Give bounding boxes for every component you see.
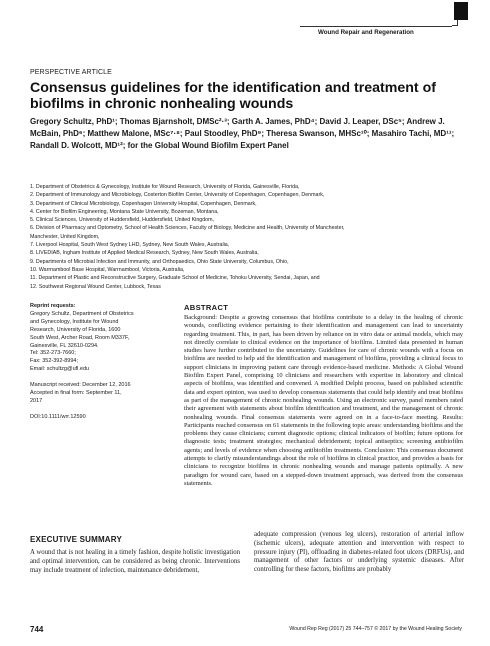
executive-summary-heading: EXECUTIVE SUMMARY <box>30 535 123 544</box>
footer-citation: Wound Rep Reg (2017) 25 744–757 © 2017 by the Wound Healing Society <box>289 626 462 632</box>
reprint-line: Gregory Schultz, Department of Obstetrics <box>30 310 134 317</box>
reprint-info-column <box>30 303 168 422</box>
affiliation-item: 1. Department of Obstetrics & Gynecology, Institute for Wound Research, University of Florida, Gainesville, Florida, <box>30 184 300 190</box>
affiliation-item: 10. Warrnambool Base Hospital, Warrnambool, Victoria, Australia, <box>30 266 185 273</box>
accepted-date: Accepted in final form: September 11, <box>30 389 122 396</box>
spacer <box>30 374 168 382</box>
reprint-line: South West, Archer Road, Room M337F, <box>30 334 130 341</box>
affiliation-item: 12. Southwest Regional Wound Center, Lubbock, Texas <box>30 283 161 290</box>
article-type: PERSPECTIVE ARTICLE <box>30 69 112 76</box>
affiliation-item: 5. Clinical Sciences, University of Huddersfield, Huddersfield, United Kingdom, <box>30 217 215 224</box>
affiliation-list <box>30 183 470 291</box>
reprint-line: Research, University of Florida, 1600 <box>30 326 121 333</box>
page-number: 744 <box>30 625 44 634</box>
abstract-heading: ABSTRACT <box>184 303 229 312</box>
reprint-email[interactable]: Email: schultzg@ufl.edu <box>30 366 90 373</box>
affiliation-item: 8. LIVEDIAB, Ingham Institute of Applied Medical Research, Sydney, New South Wales, Australia, <box>30 250 259 257</box>
header-rule <box>300 26 452 27</box>
executive-summary-text-left: A wound that is not healing in a timely fashion, despite holistic investigation and optimal intervention, can be considered as being chronic. Interventions may include treatment of infection, maintenance debridement, <box>30 549 240 574</box>
affiliation-item: 4. Center for Biofilm Engineering, Montana State University, Bozeman, Montana, <box>30 208 219 215</box>
reprint-heading: Reprint requests: <box>30 303 76 309</box>
affiliation-item: 9. Departments of Microbial Infection and Immunity, and Orthopaedics, Ohio State University, Columbus, Ohio, <box>30 258 289 265</box>
abstract-text: Background: Despite a growing consensus that biofilms contribute to a delay in the healing of chronic wounds, conflicting evidence pertaining to their identification and management can lead to uncertainty regarding treatment. This, in part, has been driven by reliance on in vitro data or animal models, which may not directly correlate to clinical evidence on the importance of biofilms. Limited data presented in human studies have further contributed to the uncertainty. Guidelines for care of chronic wounds with a focus on biofilms are needed to help aid the identification and management of biofilms, providing a clinical focus to support clinicians in improving patient care through evidence-based medicine. Methods: A Global Wound Biofilm Expert Panel, comprising 10 clinicians and researchers with expertise in laboratory and clinical aspects of biofilms, was identified and convened. A modified Delphi process, based on published scientific data and expert opinion, was used to develop consensus statements that could help identify and treat biofilms as part of the management of chronic nonhealing wounds. Using an electronic survey, panel members rated their agreement with statements about biofilm identification and treatment, and the management of chronic nonhealing wounds. Final consensus statements were agreed on in a face-to-face meeting. Results: Participants reached consensus on 61 statements in the following topic areas: understanding biofilms and the problems they cause clinicians; current diagnostic options; clinical indicators of biofilm; future options for diagnostic tests; treatment strategies; mechanical debridement; topical antiseptics; screening antibiofilm agents; and levels of evidence when choosing antibiofilm treatments. Conclusion: This consensus document attempts to clarify misunderstandings about the role of biofilms in clinical practice, and provides a basis for clinicians to recognize biofilms in chronic nonhealing wounds and manage patients optimally. A new paradigm for wound care, based on a stepped-down treatment approach, was derived from the consensus statements. <box>184 314 463 487</box>
header-tab-block <box>454 2 468 20</box>
affiliation-item: 7. Liverpool Hospital, South West Sydney LHD, Sydney, New South Wales, Australia, <box>30 242 230 249</box>
reprint-line: Fax: 352-392-8994; <box>30 358 79 365</box>
reprint-line: Gainesville, FL 32610-0294. <box>30 342 99 349</box>
author-list: Gregory Schultz, PhD¹; Thomas Bjarnsholt, DMSc²·³; Garth A. James, PhD⁴; David J. Leaper, DSc⁵; Andrew J. McBain, PhD⁶; Matthew Malone, MSc⁷·⁸; Paul Stoodley, PhD⁹; Theresa Swanson, MHSc¹⁰; Masahiro Tachi, MD¹¹; Randall D. Wolcott, MD¹²; for the Global Wound Biofilm Expert Panel <box>30 117 455 150</box>
page-footer <box>30 625 462 635</box>
executive-summary-text-right: adequate compression (venous leg ulcers), restoration of arterial inflow (ischemic ulcers), adequate attention and intervention with respect to pressure injury (PI), offloading in diabetes-related foot ulcers (DRFUs), and management of other factors or underlying systemic diseases. After controlling for these factors, biofilms are probably <box>254 531 464 574</box>
affiliation-item: 6. Division of Pharmacy and Optometry, School of Health Sciences, Faculty of Biology, Medicine and Health, University of Manchester, <box>30 225 345 232</box>
affiliation-item: Manchester, United Kingdom, <box>30 233 100 240</box>
doi[interactable]: DOI:10.1111/wrr.12590 <box>30 413 86 420</box>
manuscript-received: Manuscript received: December 12, 2016 <box>30 382 131 389</box>
reprint-line: and Gynecology, Institute for Wound <box>30 318 119 325</box>
accepted-date-year: 2017 <box>30 397 43 404</box>
affiliation-item: 3. Department of Clinical Microbiology, Copenhagen University Hospital, Copenhagen, Denmark, <box>30 200 257 207</box>
reprint-line: Tel: 352-273-7660; <box>30 350 76 357</box>
article-title: Consensus guidelines for the identification and treatment of biofilms in chronic nonhealing wounds <box>30 80 436 112</box>
journal-section-title: Wound Repair and Regeneration <box>318 29 414 36</box>
journal-header <box>0 0 490 46</box>
spacer <box>30 406 168 414</box>
affiliation-item: 2. Department of Immunology and Microbiology, Costerton Biofilm Center, University of Copenhagen, Copenhagen, Denmark, <box>30 192 325 199</box>
affiliation-item: 11. Department of Plastic and Reconstructive Surgery, Graduate School of Medicine, Tohoku University, Sendai, Japan, and <box>30 275 320 282</box>
abstract-section <box>184 303 463 488</box>
